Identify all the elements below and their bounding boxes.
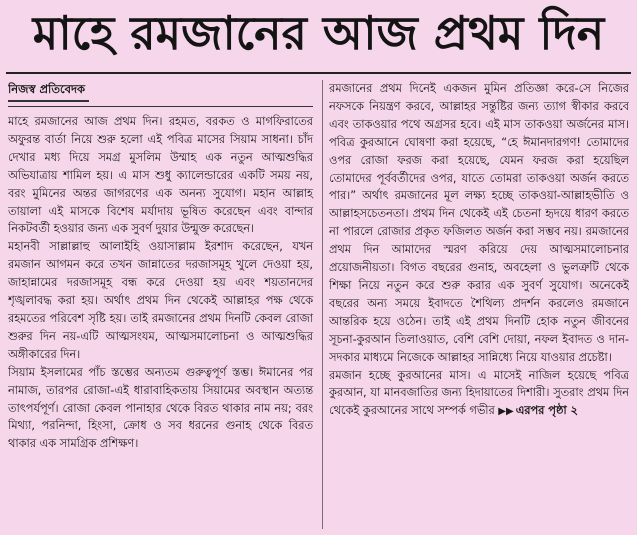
- byline: নিজস্ব প্রতিবেদক: [8, 80, 89, 102]
- article-paragraph: সিয়াম ইসলামের পাঁচ স্তম্ভের অন্যতম গুরুত্বপূর্ণ স্তম্ভ। ঈমানের পর নামাজ, তারপর রোজা-এই ধারাবাহিকতায় সিয়ামের অবস্থান অত্যন্ত তাৎপর্যপূর্ণ। রোজা কেবল পানাহার থেকে বিরত থাকার নাম নয়; বরং মিথ্যা, পরনিন্দা, হিংসা, ক্রোধ ও সব ধরনের গুনাহ থেকে বিরত থাকার এক সামগ্রিক প্রশিক্ষণ।: [8, 365, 313, 451]
- article-text: রমজান হচ্ছে কুরআনের মাস। এ মাসেই নাজিল হয়েছে পবিত্র কুরআন, যা মানবজাতির জন্য হিদায়াতের দিশারী। সুতরাং প্রথম দিন থেকেই কুরআনের সাথে সম্পর্ক গভীর: [329, 368, 629, 418]
- article-paragraph: মহানবী সাল্লাল্লাহু আলাইহি ওয়াসাল্লাম ইরশাদ করেছেন, যখন রমজান আগমন করে তখন জান্নাতের দরজাসমূহ খুলে দেওয়া হয়, জাহান্নামের দরজাসমূহ বন্ধ করে দেওয়া হয় এবং শয়তানদের শৃঙ্খলাবদ্ধ করা হয়। অর্থাৎ প্রথম দিন থেকেই আল্লাহর পক্ষ থেকে রহমতের পরিবেশ সৃষ্টি হয়। তাই রমজানের প্রথম দিনটি কেবল রোজা শুরুর দিন নয়-এটি আত্মসংযম, আত্মসমালোচনা ও আত্মশুদ্ধির অঙ্গীকারের দিন।: [8, 240, 313, 361]
- right-column: [329, 80, 629, 531]
- headline: মাহে রমজানের আজ প্রথম দিন: [6, 2, 631, 74]
- column-divider: [322, 80, 323, 529]
- continuation-label: এরপর পৃষ্ঠা ২: [515, 404, 578, 418]
- article-paragraph: মাহে রমজানের আজ প্রথম দিন। রহমত, বরকত ও মাগফিরাতের অফুরন্ত বার্তা নিয়ে শুরু হলো এই পবিত্র মাসের সিয়াম সাধনা। চাঁদ দেখার মধ্য দিয়ে সমগ্র মুসলিম উম্মাহ এক নতুন আত্মশুদ্ধির অভিযাত্রায় শামিল হয়। এ মাস শুধু ক্যালেন্ডারের একটি সময় নয়, বরং মুমিনের অন্তর জাগরণের এক অনন্য সুযোগ। মহান আল্লাহ তায়ালা এই মাসকে বিশেষ মর্যাদায় ভূষিত করেছেন এবং বান্দার নিকটবর্তী হওয়ার জন্য এক সুবর্ণ দুয়ার উন্মুক্ত করেছেন।: [8, 115, 313, 236]
- double-arrow-icon: ▶▶: [498, 406, 514, 418]
- continuation-link[interactable]: [498, 404, 578, 417]
- left-column: [8, 80, 317, 531]
- byline-rule: [8, 80, 313, 107]
- article-paragraph-last: [329, 367, 629, 422]
- article-paragraph: রমজানের প্রথম দিনেই একজন মুমিন প্রতিজ্ঞা করে-সে নিজের নফসকে নিয়ন্ত্রণ করবে, আল্লাহর সন্তুষ্টির জন্য ত্যাগ স্বীকার করবে এবং তাকওয়ার পথে অগ্রসর হবে। এই মাস তাকওয়া অর্জনের মাস। পবিত্র কুরআনে ঘোষণা করা হয়েছে, “হে ঈমানদারগণ! তোমাদের ওপর রোজা ফরজ করা হয়েছে, যেমন ফরজ করা হয়েছিল তোমাদের পূর্ববর্তীদের ওপর, যাতে তোমরা তাকওয়া অর্জন করতে পার।” অর্থাৎ রমজানের মূল লক্ষ্য হচ্ছে তাকওয়া-আল্লাহভীতি ও আল্লাহসচেতনতা। প্রথম দিন থেকেই এই চেতনা হৃদয়ে ধারণ করতে না পারলে রোজার প্রকৃত ফজিলত অর্জন করা সম্ভব নয়। রমজানের প্রথম দিন আমাদের স্মরণ করিয়ে দেয় আত্মসমালোচনার প্রয়োজনীয়তা। বিগত বছরের গুনাহ, অবহেলা ও ভুলত্রুটি থেকে শিক্ষা নিয়ে নতুন করে শুরু করার এক সুবর্ণ সুযোগ। অনেকেই বছরের অন্য সময়ে ইবাদতে শৈথিল্য প্রদর্শন করলেও রমজানে আন্তরিক হয়ে ওঠেন। তাই এই প্রথম দিনটি হোক নতুন জীবনের সূচনা-কুরআন তিলাওয়াত, বেশি বেশি দোয়া, নফল ইবাদত ও দান-সদকার মাধ্যমে নিজেকে আল্লাহর সান্নিধ্যে নিয়ে যাওয়ার প্রচেষ্টা।: [329, 82, 629, 364]
